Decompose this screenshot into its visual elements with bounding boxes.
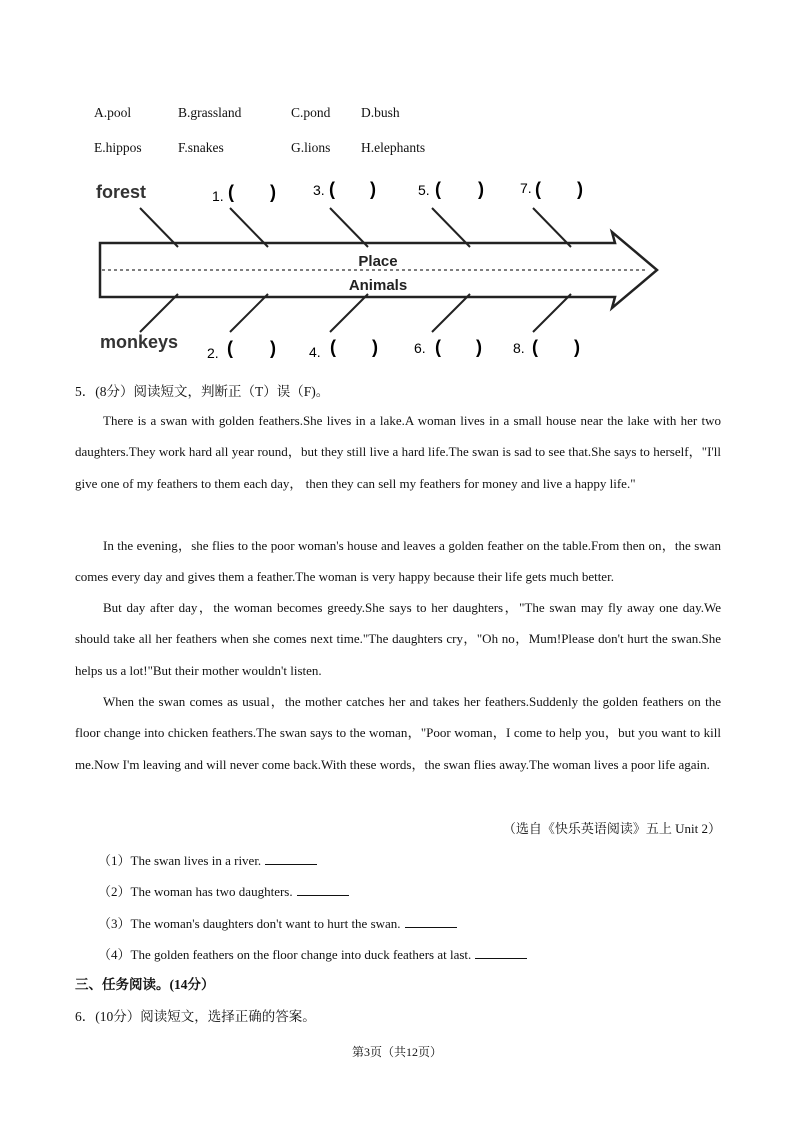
arrow-label-place: Place [358,253,398,270]
label-monkeys: monkeys [100,332,179,352]
slot-num-1: 1. [212,188,224,204]
tf-item-2 [98,881,349,900]
slot-close-1: ) [270,182,276,202]
slot-close-4: ) [372,337,378,357]
slot-open-7: ( [535,179,541,199]
slot-num-7: 7. [520,180,532,196]
option-a: A.pool [94,105,132,120]
branch-bottom-3 [432,294,470,332]
tf-item-text: （3）The woman's daughters don't want to hurt the swan. [98,916,401,931]
answer-blank[interactable] [265,853,317,865]
slot-close-7: ) [577,179,583,199]
answer-blank[interactable] [475,947,527,959]
branch-top-3 [432,208,470,247]
branch-top-4 [533,208,571,247]
question-6-heading: 6．(10分）阅读短文，选择正确的答案。 [75,1009,316,1024]
branch-bottom-0 [140,294,178,332]
fishbone-diagram [0,170,794,365]
slot-close-8: ) [574,337,580,357]
slot-num-4: 4. [309,344,321,360]
option-e: E.hippos [94,140,142,155]
section-3-heading: 三、任务阅读。(14分） [75,977,215,992]
slot-close-5: ) [478,179,484,199]
slot-num-2: 2. [207,345,219,361]
slot-open-1: ( [228,182,234,202]
option-b: B.grassland [178,105,242,120]
tf-item-3 [98,913,457,932]
passage-source: （选自《快乐英语阅读》五上 Unit 2） [502,821,721,836]
tf-item-text: （4）The golden feathers on the floor change into duck feathers at last. [98,947,472,962]
label-forest: forest [96,182,147,202]
tf-item-text: （1）The swan lives in a river. [98,853,262,868]
branch-bottom-1 [230,294,268,332]
slot-open-8: ( [532,337,538,357]
tf-item-text: （2）The woman has two daughters. [98,884,293,899]
slot-open-5: ( [435,179,441,199]
answer-blank[interactable] [405,916,457,928]
passage-paragraph-1: There is a swan with golden feathers.She lives in a lake.A woman lives in a small house near the lake with her two daughters.They work hard all year round，but they still live a hard life.The swan is sad to see that.She says to herself，"I'll give one of my feathers to them each day， then they can sell my feathers for money and live a happy life." [75,413,721,491]
option-d: D.bush [361,105,400,120]
option-f: F.snakes [178,140,224,155]
slot-num-5: 5. [418,182,430,198]
passage-paragraph-4: When the swan comes as usual，the mother catches her and takes her feathers.Suddenly the golden feathers on the floor change into chicken feathers.The swan says to the woman，"Poor woman，I come to help you，but you want to kill me.Now I'm leaving and will never come back.With these words，the swan flies away.The woman lives a poor life again. [75,694,721,772]
slot-num-6: 6. [414,340,426,356]
branch-top-2 [330,208,368,247]
passage-paragraph-2: In the evening，she flies to the poor woman's house and leaves a golden feather on the table.From then on，the swan comes every day and gives them a feather.The woman is very happy because their life gets much better. [75,538,721,585]
question-5-heading: 5．(8分）阅读短文，判断正（T）误（F)。 [75,384,330,399]
page-footer: 第3页（共12页） [351,1045,442,1059]
option-c: C.pond [291,105,331,120]
slot-close-2: ) [270,338,276,358]
branch-top-1 [230,208,268,247]
slot-open-4: ( [330,337,336,357]
tf-item-4 [98,944,527,963]
slot-close-6: ) [476,337,482,357]
branch-bottom-4 [533,294,571,332]
branch-bottom-2 [330,294,368,332]
tf-item-1 [98,850,317,869]
answer-blank[interactable] [297,884,349,896]
slot-close-3: ) [370,179,376,199]
option-g: G.lions [291,140,331,155]
slot-open-2: ( [227,338,233,358]
slot-num-3: 3. [313,182,325,198]
arrow-label-animals: Animals [348,277,408,294]
option-h: H.elephants [361,140,426,155]
slot-open-3: ( [329,179,335,199]
passage-paragraph-3: But day after day，the woman becomes greedy.She says to her daughters，"The swan may fly away one day.We should take all her feathers when she comes next time."The daughters cry，"Oh no，Mum!Please don't hurt the swan.She helps us a lot!"But their mother wouldn't listen. [75,600,721,678]
branch-top-0 [140,208,178,247]
slot-num-8: 8. [513,340,525,356]
slot-open-6: ( [435,337,441,357]
